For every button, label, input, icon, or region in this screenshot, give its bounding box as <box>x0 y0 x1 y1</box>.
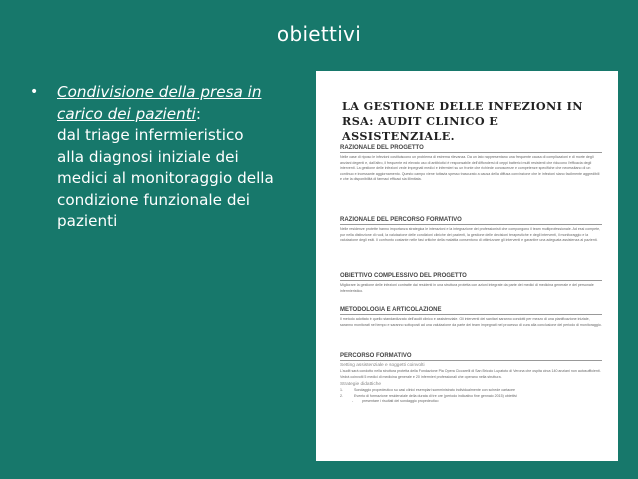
doc-section-heading: RAZIONALE DEL PROGETTO <box>340 145 602 153</box>
doc-section-percorso-formativo <box>340 353 602 404</box>
doc-section-razionale-progetto <box>340 145 602 183</box>
doc-section-heading: RAZIONALE DEL PERCORSO FORMATIVO <box>340 217 602 225</box>
document-title: LA GESTIONE DELLE INFEZIONI IN RSA: AUDIT CLINICO E ASSISTENZIALE. <box>342 99 583 143</box>
doc-section-body: Migliorare la gestione delle infezioni contratte dai residenti in una struttura protetta con azioni integrate da parte dei medici di medicina generale e del personale infermieristico. <box>340 283 594 293</box>
bullet-line: dal triage infermieristico <box>57 126 244 144</box>
doc-section-metodologia <box>340 307 602 328</box>
doc-section-heading: OBIETTIVO COMPLESSIVO DEL PROGETTO <box>340 273 602 281</box>
doc-list-number: 2. <box>340 393 343 398</box>
document-image <box>316 71 618 461</box>
doc-section-body: Il metodo adottato è quello standardizzato dell'audit clinico e assistenziale. Gli interventi dei sanitari saranno condotti per mezzo di una pianificazione iniziale, saranno monitorati nel tempo e saranno sottoposti ad una valutazione da parte dei team impegnati nel processo di cura alla conclusione del periodo di monitoraggio. <box>340 317 602 327</box>
doc-list-text: presentare i risultati del sondaggio propedeutico <box>362 399 439 403</box>
doc-list-text: Evento di formazione residenziale della durata di tre ore (periodo indicativo fine gennaio 2015) obiettivi <box>354 393 518 398</box>
bullet-line: alla diagnosi iniziale dei <box>57 147 239 166</box>
doc-section-razionale-percorso <box>340 217 602 244</box>
bullet-line: condizione funzionale dei <box>57 190 251 209</box>
doc-section-body: Nelle residenze protette hanno importanza strategica le interazioni e la integrazione dei professionisti che compongono il team multiprofessionale. Ad essi compete, pur nella distinzione di ruoli, la valutazione delle condizioni cliniche dei pazienti, la gestione delle decisioni terapeutiche e degli interventi, il monitoraggio e la valutazione degli esiti. Il confronto costante nelle fasi critiche della malattia consentono di ottimizzare gli interventi e garantire una adeguata assistenza ai pazienti. <box>340 227 601 243</box>
bullet-text <box>57 82 307 233</box>
doc-section-body: L'audit sarà condotto nella struttura protetta della Fondazione Pia Opera Ciccarelli di San Briccio Lupatoto di Verona che ospita circa 140 anziani non autosufficienti. Vedrà coinvolti 5 medici di medicina generale e 20 infermieri professionali che operano nella struttura. <box>340 369 601 379</box>
bullet-line: medici al monitoraggio della <box>57 169 274 187</box>
doc-subheading: Strategie didattiche <box>340 382 382 388</box>
bullet-colon: : <box>195 104 202 123</box>
bullet-line: pazienti <box>57 212 118 230</box>
doc-list-number: - <box>352 399 354 403</box>
doc-subheading: Setting assistenziale e soggetti coinvolti <box>340 363 425 368</box>
doc-section-obiettivo <box>340 273 602 294</box>
doc-list <box>340 388 602 404</box>
doc-section-heading: PERCORSO FORMATIVO <box>340 353 602 361</box>
slide-title: obiettivi <box>276 22 362 46</box>
bullet-emphasis: Condivisione della presa in carico dei pazienti <box>57 83 262 123</box>
bullet-marker: • <box>30 84 39 100</box>
doc-section-body: Nelle case di riposo le infezioni costituiscono un problema di estrema rilevanza. Da un lato rappresentano una frequente causa di complicazioni e di morte degli anziani degenti e, dall'altro, il frequente ed elevato uso di antibiotici è responsabile dell'diffondersi di ceppi batterici multi resistenti che riducono l'efficacia degli interventi. La gestione delle infezioni vede impegnati medici e infermieri su un fronte che richiede conoscenze e competenze specifiche che necessitano di un continuo e incessante aggiornamento. Questo campo viene tuttavia spesso trascurato a causa della diffusa convinzione che le infezioni siano facilmente aggredibili e che la disponibilità di farmaci efficaci sia illimitata. <box>340 155 600 182</box>
doc-list-text: Sondaggio propedeutico su casi clinici esemplari somministrato individualmente con schede cartacee <box>354 388 516 393</box>
doc-list-item <box>340 399 602 404</box>
doc-list-number: 1. <box>340 388 343 393</box>
doc-section-heading: METODOLOGIA E ARTICOLAZIONE <box>340 307 602 315</box>
